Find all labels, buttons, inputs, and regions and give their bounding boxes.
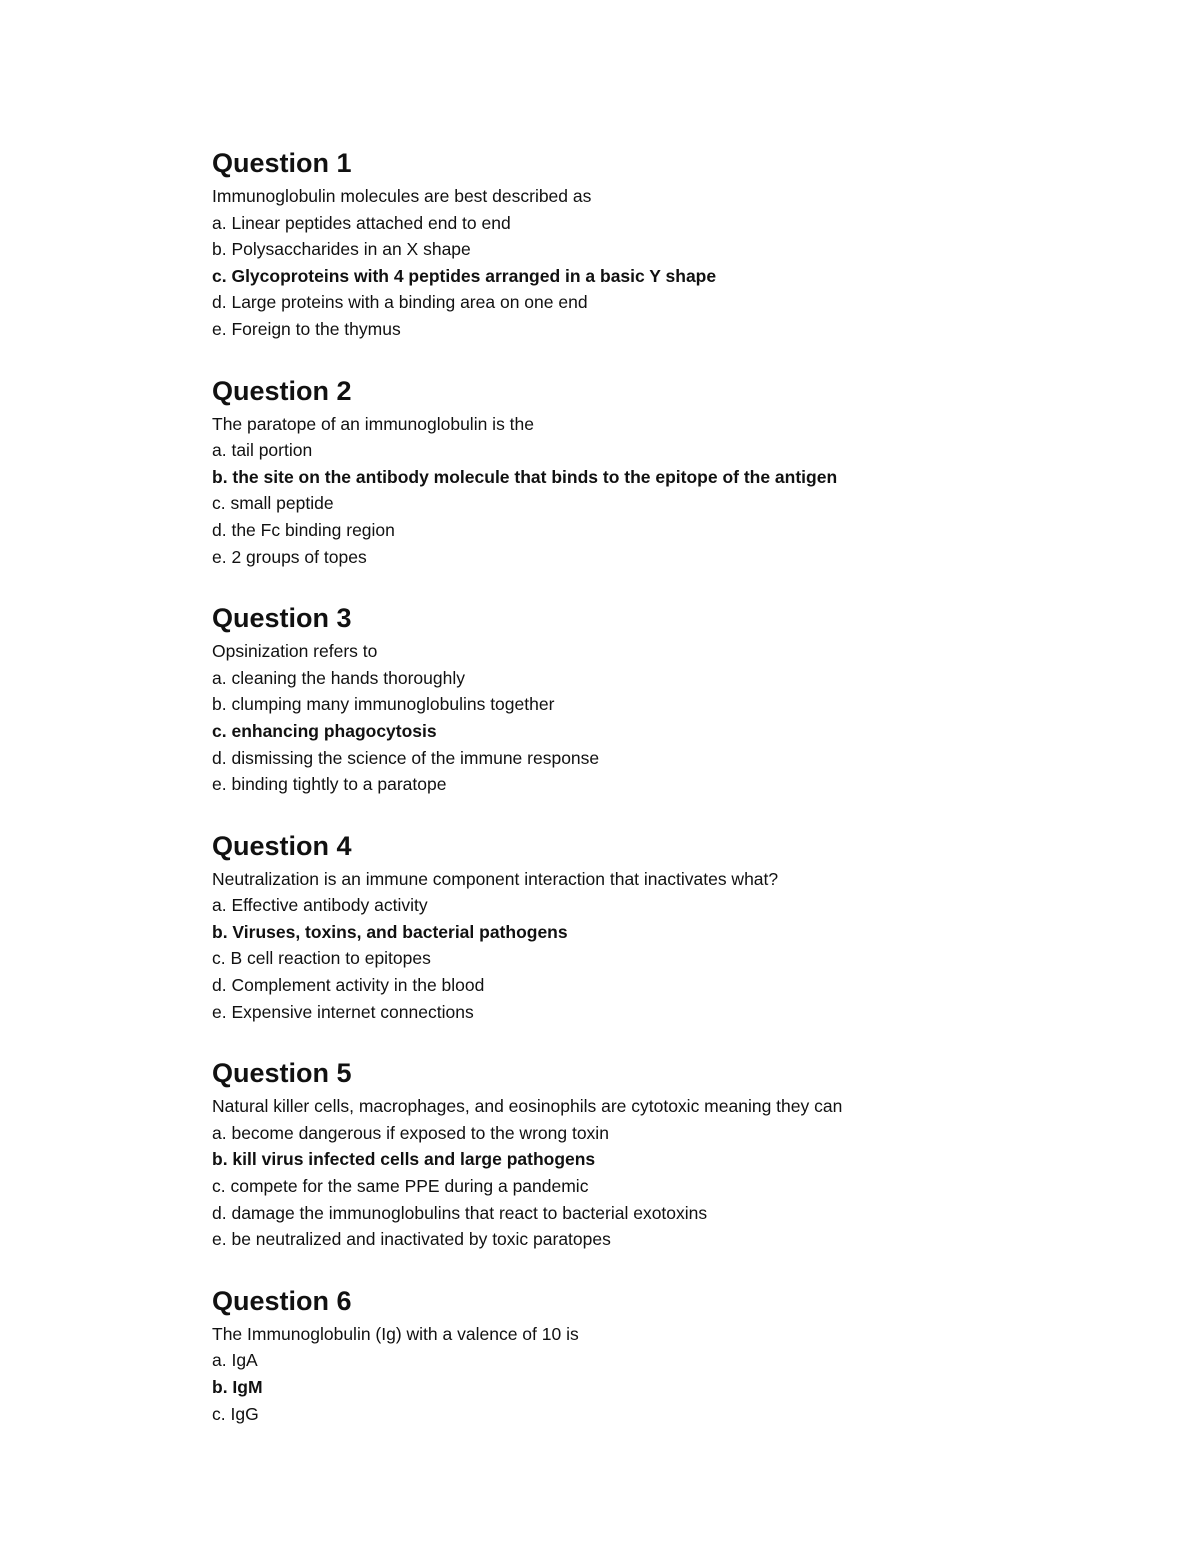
answer-option: a. become dangerous if exposed to the wrong toxin — [212, 1122, 609, 1143]
answer-option: d. damage the immunoglobulins that react to bacterial exotoxins — [212, 1202, 708, 1223]
question-spacer — [212, 570, 1172, 598]
answer-option: a. cleaning the hands thoroughly — [212, 667, 465, 688]
question-spacer — [212, 1253, 1172, 1281]
question-prompt: The Immunoglobulin (Ig) with a valence of 10 is — [212, 1323, 579, 1344]
answer-option-correct: c. enhancing phagocytosis — [212, 720, 437, 741]
answer-option: e. binding tightly to a paratope — [212, 774, 447, 795]
question-prompt: Natural killer cells, macrophages, and eosinophils are cytotoxic meaning they can — [212, 1096, 843, 1117]
question-title: Question 5 — [212, 1058, 352, 1089]
question-block — [212, 826, 1172, 1026]
question-block — [212, 1053, 1172, 1253]
answer-option-correct: b. kill virus infected cells and large pathogens — [212, 1149, 596, 1170]
answer-option: e. 2 groups of topes — [212, 546, 367, 567]
answer-option: c. B cell reaction to epitopes — [212, 948, 431, 969]
answer-option: a. Effective antibody activity — [212, 895, 428, 916]
question-block — [212, 598, 1172, 798]
answer-option-correct: c. Glycoproteins with 4 peptides arranged in a basic Y shape — [212, 265, 717, 286]
answer-option: a. Linear peptides attached end to end — [212, 212, 511, 233]
question-block — [212, 143, 1172, 343]
answer-option-correct: b. the site on the antibody molecule that binds to the epitope of the antigen — [212, 466, 838, 487]
question-spacer — [212, 1025, 1172, 1053]
answer-option: d. the Fc binding region — [212, 519, 395, 540]
question-prompt: Immunoglobulin molecules are best described as — [212, 186, 592, 206]
question-spacer — [212, 343, 1172, 371]
answer-option: b. Polysaccharides in an X shape — [212, 239, 471, 260]
question-title: Question 3 — [212, 603, 352, 634]
answer-option: a. IgA — [212, 1350, 258, 1371]
question-block — [212, 371, 1172, 571]
answer-option-correct: b. Viruses, toxins, and bacterial pathogens — [212, 921, 568, 942]
question-spacer — [212, 798, 1172, 826]
question-title: Question 1 — [212, 148, 352, 178]
answer-option-correct: b. IgM — [212, 1377, 263, 1397]
answer-option: e. Expensive internet connections — [212, 1001, 474, 1022]
answer-option: c. small peptide — [212, 493, 334, 514]
answer-option: e. be neutralized and inactivated by toxic paratopes — [212, 1229, 611, 1250]
answer-option: c. compete for the same PPE during a pandemic — [212, 1176, 589, 1197]
question-prompt: Opsinization refers to — [212, 641, 378, 662]
answer-option: d. Complement activity in the blood — [212, 975, 485, 996]
answer-option: c. IgG — [212, 1403, 259, 1424]
question-prompt: Neutralization is an immune component interaction that inactivates what? — [212, 868, 779, 889]
document-page — [212, 143, 1172, 1427]
question-title: Question 6 — [212, 1285, 352, 1316]
answer-option: d. dismissing the science of the immune response — [212, 747, 600, 768]
answer-option: b. clumping many immunoglobulins together — [212, 694, 555, 715]
question-title: Question 4 — [212, 830, 352, 861]
answer-option: d. Large proteins with a binding area on one end — [212, 292, 588, 313]
answer-option: e. Foreign to the thymus — [212, 318, 401, 339]
answer-option: a. tail portion — [212, 440, 313, 461]
question-title: Question 2 — [212, 375, 352, 406]
question-prompt: The paratope of an immunoglobulin is the — [212, 413, 535, 434]
question-block — [212, 1281, 1172, 1427]
